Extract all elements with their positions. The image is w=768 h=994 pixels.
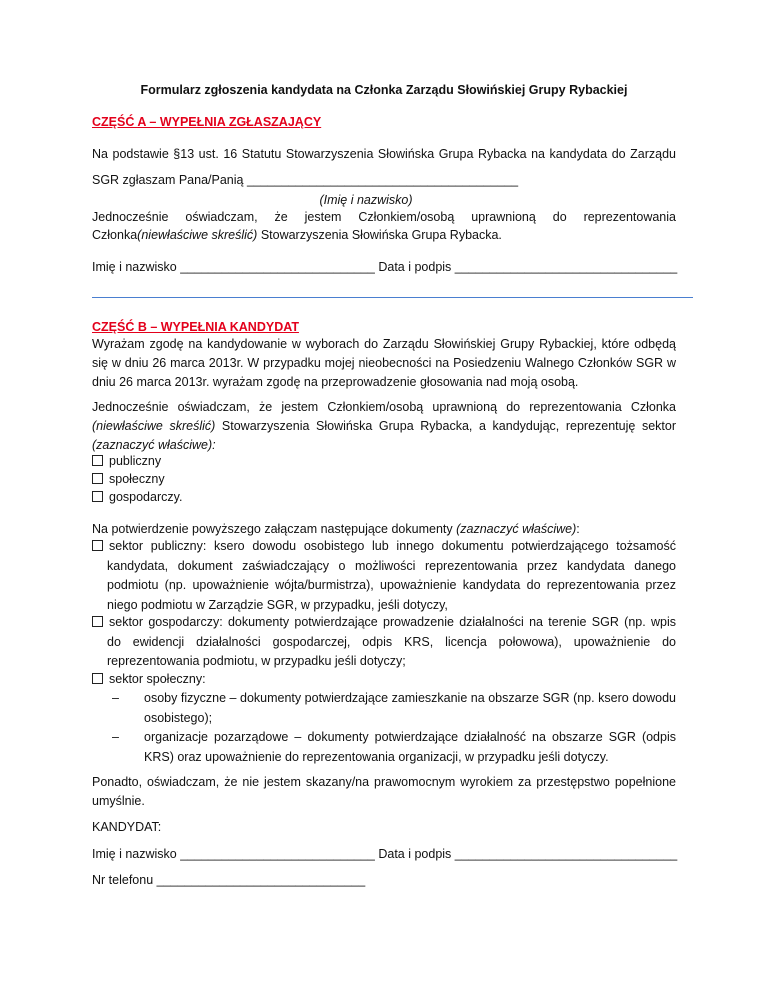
- docs-intro-note: (zaznaczyć właściwe): [456, 522, 577, 536]
- candidate-label: KANDYDAT:: [92, 820, 162, 834]
- final-declaration: Ponadto, oświadczam, że nie jestem skazany/na prawomocnym wyrokiem za przestępstwo popełnione umyślnie.: [92, 775, 676, 808]
- doc-option-social[interactable]: [92, 670, 676, 690]
- sector-label: gospodarczy.: [109, 490, 183, 504]
- sector-declaration-paragraph: [92, 398, 676, 455]
- decl-b-text-1: Jednocześnie oświadczam, że jestem Członkiem/osobą uprawnioną do reprezentowania Członka: [92, 400, 676, 414]
- sector-option-economic[interactable]: [92, 490, 182, 504]
- checkbox[interactable]: [92, 616, 103, 627]
- section-divider: [92, 297, 693, 298]
- consent-paragraph: Wyrażam zgodę na kandydowanie w wyborach do Zarządu Słowińskiej Grupy Rybackiej, które odbędą się w dniu 26 marca 2013r. W przypadku mojej nieobecności na Posiedzeniu Walnego Członków SGR w dniu 26 marca 2013r. wyrażam zgodę na przeprowadzenie głosowania nad moją osobą.: [92, 337, 676, 389]
- nominee-name-field[interactable]: SGR zgłaszam Pana/Panią _______________________________________: [92, 173, 519, 187]
- form-title: Formularz zgłoszenia kandydata na Członka Zarządu Słowińskiej Grupy Rybackiej: [140, 83, 628, 97]
- name-hint: (Imię i nazwisko): [319, 193, 413, 207]
- part-b-signature-line[interactable]: Imię i nazwisko ____________________________ Data i podpis ________________________________: [92, 847, 678, 861]
- part-a-declaration-line-1: Jednocześnie oświadczam, że jestem Członkiem/osobą uprawnioną do reprezentowania: [92, 210, 676, 224]
- checkbox[interactable]: [92, 540, 103, 551]
- doc-econ-head: sektor gospodarczy: dokumenty potwierdzające prowadzenie działalności na terenie SGR (np. wpis: [109, 615, 676, 629]
- doc-social-head: sektor społeczny:: [109, 672, 206, 686]
- doc-public-cont: kandydata, dokument zaświadczający o możliwości reprezentowania przez kandydata danego podmiotu (np. upoważnienie wójta/burmistrza), upoważnienie kandydata do reprezentowania przez niego podmiotu w Zarządzie SGR, w przypadku, jeśli dotyczy,: [107, 558, 676, 612]
- doc-econ-cont: do ewidencji działalności gospodarczej, odpis KRS, licencja połowowa), upoważnienie do reprezentowania podmiotu, w przypadku jeśli dotyczy;: [107, 634, 676, 668]
- decl-b-strike-note: (niewłaściwe skreślić): [92, 419, 216, 433]
- checkbox[interactable]: [92, 473, 103, 484]
- dash-bullet: –: [112, 691, 119, 705]
- doc-public-head: sektor publiczny: ksero dowodu osobistego lub innego dokumentu potwierdzającego tożsamość: [109, 539, 676, 553]
- documents-intro: [92, 522, 580, 536]
- doc-social-item-text: osoby fizyczne – dokumenty potwierdzające zamieszkanie na obszarze SGR (np. ksero dowodu osobistego);: [144, 691, 676, 725]
- decl-b-text-2: Stowarzyszenia Słowińska Grupa Rybacka, a kandydując, reprezentuję sektor: [215, 419, 676, 433]
- decl-association-text: Stowarzyszenia Słowińska Grupa Rybacka.: [257, 228, 502, 242]
- sector-label: publiczny: [109, 454, 162, 468]
- checkbox[interactable]: [92, 491, 103, 502]
- sector-option-public[interactable]: [92, 454, 161, 468]
- dash-bullet: –: [112, 730, 119, 744]
- part-b-heading: CZĘŚĆ B – WYPEŁNIA KANDYDAT: [92, 320, 299, 334]
- sector-label: społeczny: [109, 472, 165, 486]
- doc-social-item-text: organizacje pozarządowe – dokumenty potwierdzające działalność na obszarze SGR (odpis KRS) oraz upoważnienie do reprezentowania organizacji, w przypadku jeśli dotyczy.: [144, 730, 676, 764]
- phone-field[interactable]: Nr telefonu ______________________________: [92, 873, 366, 887]
- decl-b-mark-note: (zaznaczyć właściwe):: [92, 438, 216, 452]
- doc-social-item: [112, 689, 676, 728]
- sector-option-social[interactable]: [92, 472, 165, 486]
- doc-social-item: [112, 728, 676, 767]
- part-a-heading: CZĘŚĆ A – WYPEŁNIA ZGŁASZAJĄCY: [92, 115, 322, 129]
- decl-strike-note: (niewłaściwe skreślić): [137, 228, 258, 242]
- checkbox[interactable]: [92, 455, 103, 466]
- part-a-signature-line[interactable]: Imię i nazwisko ____________________________ Data i podpis ________________________________: [92, 260, 678, 274]
- part-a-line-1: Na podstawie §13 ust. 16 Statutu Stowarzyszenia Słowińska Grupa Rybacka na kandydata do Zarządu: [92, 147, 676, 161]
- checkbox[interactable]: [92, 673, 103, 684]
- doc-option-economic[interactable]: [92, 613, 676, 672]
- doc-option-public[interactable]: [92, 537, 676, 615]
- docs-intro-text: Na potwierdzenie powyższego załączam następujące dokumenty: [92, 522, 457, 536]
- part-a-declaration-line-2: [92, 228, 502, 242]
- decl-member-text: Członka: [92, 228, 138, 242]
- docs-intro-colon: :: [576, 522, 580, 536]
